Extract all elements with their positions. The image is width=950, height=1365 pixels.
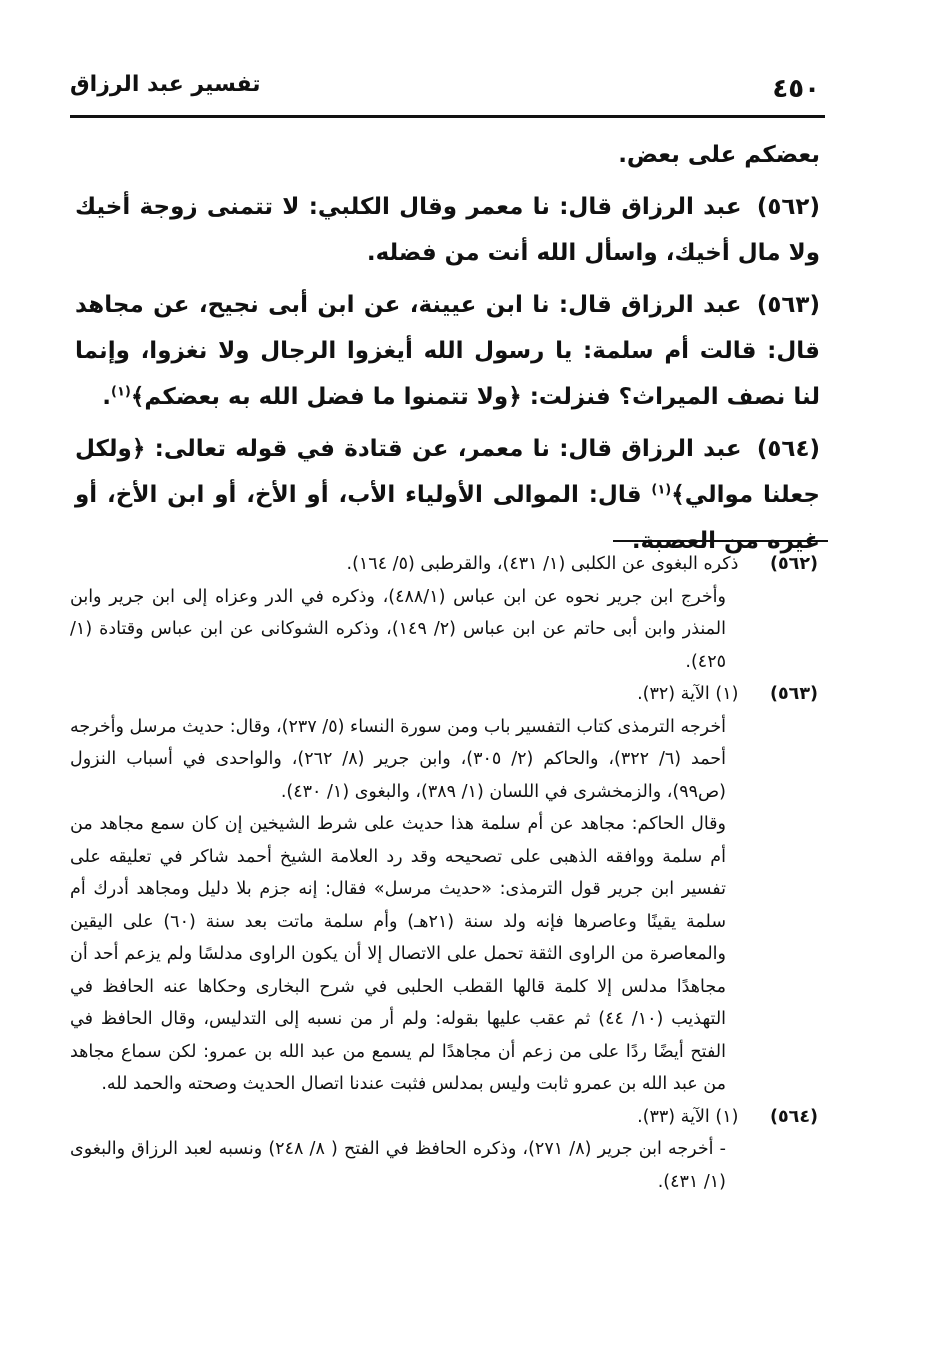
paragraph-564 bbox=[75, 426, 820, 564]
footnote-text: وقال الحاكم: مجاهد عن أم سلمة هذا حديث على شرط الشيخين إن كان سمع مجاهد من أم سلمة ووافقه الذهبى على تصحيحه وقد رد العلامة الشيخ أحمد شاكر في تعليقه على تفسير ابن جرير قول الترمذى: «حديث مرسل» فقال: إنه جزم بلا دليل ومجاهد أدرك أم سلمة يقينًا وعاصرها فإنه ولد سنة (٢١هـ) وأم سلمة ماتت بعد سنة (٦٠) على اليقين والمعاصرة من الراوى الثقة تحمل على الاتصال إلا أن يكون الراوى مدلسًا ولم يزعم أحد أن مجاهدًا مدلس إلا كلمة قالها القطب الحلبى في شرح البخارى وحكاها عنه الحافظ في التهذيب (١٠/ ٤٤) ثم عقب عليها بقوله: ولم أر من نسبه إلى التدليس، وقال الحافظ في الفتح أيضًا ردًا على من زعم أن مجاهدًا لم يسمع من عبد الله بن عمرو: لكن سماع مجاهد من عبد الله بن عمرو ثابت وليس بمدلس فثبت عندنا اتصال الحديث وصحته والحمد لله. bbox=[70, 814, 727, 1094]
paragraph-562 bbox=[75, 184, 820, 276]
paragraph-text: عبد الرزاق قال: نا معمر، عن قتادة في قوله تعالى: bbox=[154, 436, 742, 462]
footnote-label: (٥٦٢) bbox=[769, 554, 818, 574]
footnote-text: (١) الآية (٣٢). bbox=[637, 684, 739, 704]
footnote-564 bbox=[70, 1101, 818, 1199]
hadith-number: (٥٦٢) bbox=[756, 194, 820, 220]
footnote-562 bbox=[70, 548, 818, 678]
main-text bbox=[75, 132, 820, 570]
paragraph-text: بعضكم على بعض. bbox=[618, 142, 820, 168]
footnote-text: أخرجه الترمذى كتاب التفسير باب ومن سورة النساء (٥/ ٢٣٧)، وقال: حديث مرسل وأخرجه أحمد (٦/ ٣٢٢)، والحاكم (٢/ ٣٠٥)، وابن جرير (٨/ ٢٦٢)، والواحدى في أسباب النزول (ص٩٩)، والزمخشرى في اللسان (١/ ٣٨٩)، والبغوى (١/ ٤٣٠). bbox=[70, 716, 726, 802]
footnote-rule bbox=[613, 540, 828, 542]
paragraph-continuation bbox=[75, 132, 820, 178]
header-rule bbox=[70, 115, 825, 118]
quran-quote: ﴿ولا تتمنوا ما فضل الله به بعضكم﴾ bbox=[130, 384, 522, 410]
paragraph-563 bbox=[75, 282, 820, 420]
footnotes bbox=[70, 548, 818, 1198]
footnote-text: ذكره البغوى عن الكلبى (١/ ٤٣١)، والقرطبى (٥/ ١٦٤). bbox=[346, 554, 739, 574]
footnote-563 bbox=[70, 678, 818, 1101]
footnote-ref: (١) bbox=[651, 482, 672, 498]
page-header bbox=[70, 72, 825, 112]
footnote-text: وأخرج ابن جرير نحوه عن ابن عباس (٤٨٨/١)، وذكره في الدر وعزاه إلى ابن جرير وابن المنذر وابن أبى حاتم عن ابن عباس (٢/ ١٤٩)، وذكره الشوكانى عن ابن عباس وقتادة (١/ ٤٢٥). bbox=[70, 586, 726, 672]
paragraph-text: عبد الرزاق قال: نا ابن عيينة، عن ابن أبى نجيح، عن مجاهد قال: قالت أم سلمة: يا رسول الله أيغزوا الرجال ولا نغزوا، وإنما لنا نصف الميراث؟ فنزلت: bbox=[75, 292, 820, 410]
footnote-label: (٥٦٣) bbox=[769, 684, 818, 704]
footnote-text: - أخرجه ابن جرير (٨/ ٢٧١)، وذكره الحافظ في الفتح ( ٨/ ٢٤٨) ونسبه لعبد الرزاق والبغوى (١/ ٤٣١). bbox=[70, 1139, 726, 1192]
footnote-text: (١) الآية (٣٣). bbox=[637, 1106, 739, 1127]
paragraph-text: عبد الرزاق قال: نا معمر وقال الكلبي: لا تتمنى زوجة أخيك ولا مال أخيك، واسأل الله أنت من فضله. bbox=[75, 194, 820, 266]
paragraph-text: قال: الموالى الأولياء الأب، أو الأخ، أو ابن الأخ، أو غيره من العصبة. bbox=[75, 482, 820, 554]
footnote-label: (٥٦٤) bbox=[769, 1106, 818, 1127]
page-number: ٤٥٠ bbox=[772, 74, 820, 104]
hadith-number: (٥٦٤) bbox=[756, 436, 821, 462]
paragraph-end: . bbox=[102, 384, 112, 410]
hadith-number: (٥٦٣) bbox=[756, 292, 820, 318]
running-title: تفسير عبد الرزاق bbox=[70, 72, 261, 97]
quran-quote: ﴿ولكل جعلنا موالي﴾ bbox=[75, 436, 820, 508]
footnote-ref: (١) bbox=[111, 384, 131, 400]
